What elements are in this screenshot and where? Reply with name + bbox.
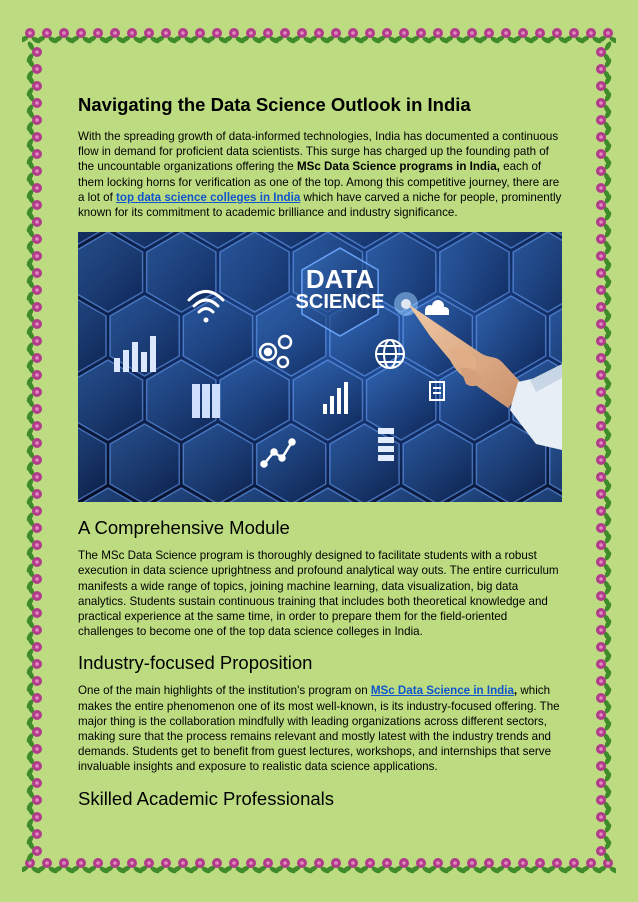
flower-vine-icon [22, 22, 48, 878]
module-paragraph: The MSc Data Science program is thoroughly designed to facilitate students with a robust execution in data science uprightness and profound analytical way outs. The entire curriculum manifests a wide range of topics, joining machine learning, data visualization, big data analytics. Students sustain continuous training that includes both theoretical knowledge and practical experience at the same time, in order to prepare them for the field-oriented challenges to become one of the top data science colleges in India. [78, 549, 559, 639]
intro-bold-text: MSc Data Science programs in India, [296, 160, 500, 174]
flower-vine-icon [22, 22, 616, 48]
hero-title-line1: DATA [305, 264, 375, 295]
server-icon [192, 384, 220, 418]
flower-vine-icon [590, 22, 616, 878]
data-science-hero-image [78, 232, 562, 502]
flower-vine-icon [22, 852, 616, 878]
msc-data-science-link[interactable]: MSc Data Science in India [370, 684, 514, 698]
industry-text: which makes the entire phenomenon one of its most well-known, is its industry-focused offering. The major thing is the collaboration mindfully with leading organizations across different sectors, making sure that the process remains relevant and mostly latest with the industry trends and demands. Students get to benefit from guest lectures, workshops, and internships that serve invaluable insights and exposure to realistic data science applications. [78, 684, 560, 774]
industry-comma: , [513, 684, 518, 698]
section-heading-module: A Comprehensive Module [78, 517, 290, 539]
intro-text: which have carved a niche for people, prominently known for its commitment to academic brilliance and industry significance. [78, 190, 562, 220]
industry-paragraph [78, 683, 564, 774]
section-heading-industry: Industry-focused Proposition [78, 652, 313, 674]
floral-border-top [22, 22, 616, 48]
floral-border-bottom [22, 852, 616, 878]
floral-border-right [590, 22, 616, 878]
intro-paragraph [78, 129, 564, 220]
floral-border-left [22, 22, 48, 878]
hero-title-line2: SCIENCE [295, 291, 385, 314]
top-colleges-link[interactable]: top data science colleges in India [116, 190, 301, 204]
section-heading-professionals: Skilled Academic Professionals [78, 787, 335, 809]
intro-text: With the spreading growth of data-informed technologies, India has documented a continuous flow in demand for proficient data scientists. This surge has charged up the founding path of the uncountable organizations offering the [78, 130, 559, 174]
industry-text: One of the main highlights of the institution's program on [78, 684, 371, 698]
document-content [78, 93, 564, 819]
page-title: Navigating the Data Science Outlook in India [78, 94, 471, 115]
intro-text: each of them locking horns for verification as one of the top. Among this competitive journey, there are a lot of [78, 160, 560, 204]
